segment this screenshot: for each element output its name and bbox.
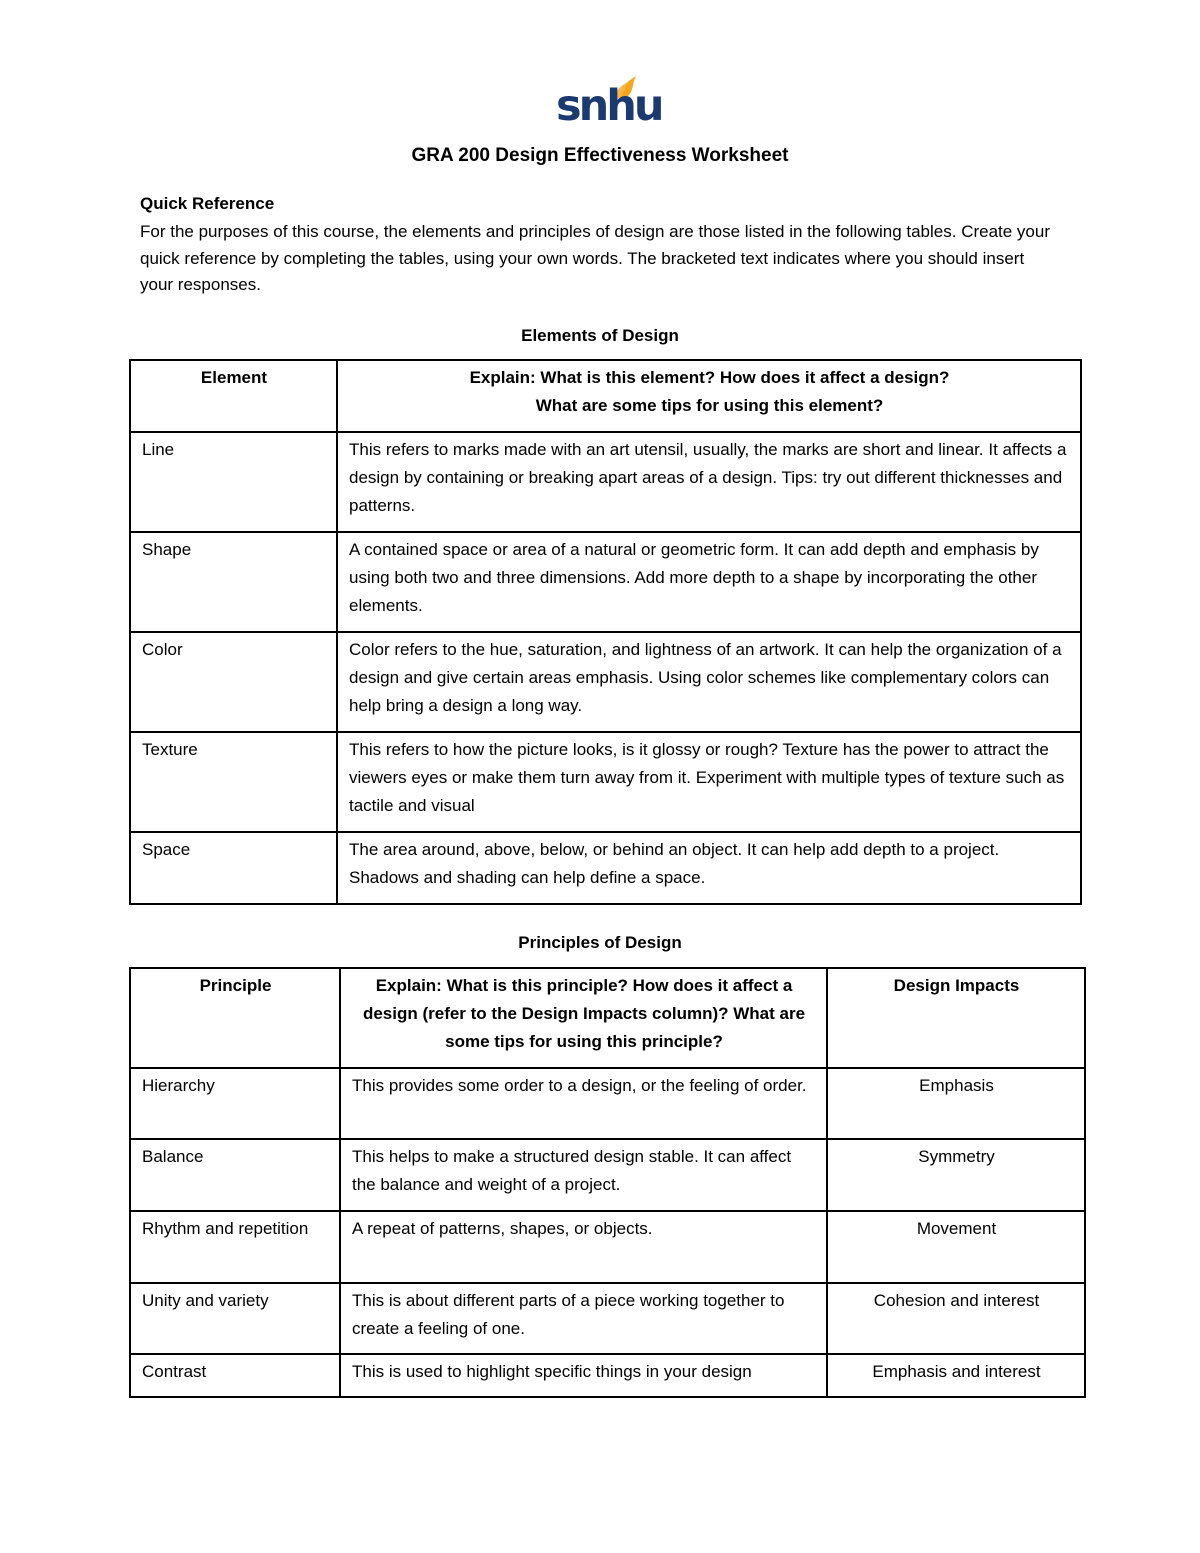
element-name: Texture: [130, 732, 337, 832]
table-row: [130, 632, 1081, 732]
element-explanation: This refers to how the picture looks, is it glossy or rough? Texture has the power to attract the viewers eyes or make them turn away from it. Experiment with multiple types of texture such as tactile and visual: [337, 732, 1081, 832]
header-explain-line2: What are some tips for using this element?: [535, 396, 884, 415]
element-explanation: This refers to marks made with an art utensil, usually, the marks are short and linear. It affects a design by containing or breaking apart areas of a design. Tips: try out different thicknesses and patterns.: [337, 432, 1081, 532]
principle-explanation: This helps to make a structured design stable. It can affect the balance and weight of a project.: [340, 1139, 827, 1211]
header-principle: Principle: [130, 968, 340, 1068]
principle-impact: Cohesion and interest: [827, 1283, 1085, 1354]
principle-name: Rhythm and repetition: [130, 1211, 340, 1283]
principle-name: Contrast: [130, 1354, 340, 1397]
element-explanation: A contained space or area of a natural or geometric form. It can add depth and emphasis by using both two and three dimensions. Add more depth to a shape by incorporating the other elements.: [337, 532, 1081, 632]
principle-impact: Symmetry: [827, 1139, 1085, 1211]
principle-explanation: This is used to highlight specific things in your design: [340, 1354, 827, 1397]
principle-explanation: A repeat of patterns, shapes, or objects.: [340, 1211, 827, 1283]
header-explain-line1: Explain: What is this element? How does it affect a design?: [469, 368, 950, 387]
header-explain: Explain: What is this principle? How does it affect a design (refer to the Design Impacts column)? What are some tips for using this principle?: [340, 968, 827, 1068]
principle-name: Hierarchy: [130, 1068, 340, 1139]
table-row: [130, 432, 1081, 532]
header-design-impacts: Design Impacts: [827, 968, 1085, 1068]
principle-impact: Movement: [827, 1211, 1085, 1283]
principle-explanation: This provides some order to a design, or the feeling of order.: [340, 1068, 827, 1139]
page-title: GRA 200 Design Effectiveness Worksheet: [411, 145, 789, 166]
elements-table: [129, 359, 1082, 905]
logo-wordmark: snhu: [556, 81, 662, 131]
element-name: Line: [130, 432, 337, 532]
principles-table: [129, 967, 1086, 1398]
table-row: [130, 1354, 1085, 1397]
element-name: Color: [130, 632, 337, 732]
principle-impact: Emphasis and interest: [827, 1354, 1085, 1397]
principle-name: Unity and variety: [130, 1283, 340, 1354]
table-header-row: [130, 968, 1085, 1068]
table-row: [130, 732, 1081, 832]
element-explanation: The area around, above, below, or behind an object. It can help add depth to a project. Shadows and shading can help define a space.: [337, 832, 1081, 904]
table-row: [130, 1211, 1085, 1283]
quick-reference-heading: Quick Reference: [140, 194, 275, 213]
table-row: [130, 832, 1081, 904]
table-row: [130, 1283, 1085, 1354]
header-element: Element: [130, 360, 337, 432]
element-name: Space: [130, 832, 337, 904]
principles-table-title: Principles of Design: [518, 933, 682, 952]
element-explanation: Color refers to the hue, saturation, and lightness of an artwork. It can help the organization of a design and give certain areas emphasis. Using color schemes like complementary colors can help bring a design a long way.: [337, 632, 1081, 732]
table-row: [130, 1068, 1085, 1139]
principle-name: Balance: [130, 1139, 340, 1211]
principle-impact: Emphasis: [827, 1068, 1085, 1139]
table-row: [130, 1139, 1085, 1211]
table-row: [130, 532, 1081, 632]
elements-table-title: Elements of Design: [521, 326, 679, 345]
quick-reference-body: For the purposes of this course, the elements and principles of design are those listed in the following tables. Create your quick reference by completing the tables, using your own words. The bracketed text indicates where you should insert your responses.: [140, 222, 1051, 294]
table-header-row: [130, 360, 1081, 432]
header-explain: [337, 360, 1081, 432]
principle-explanation: This is about different parts of a piece working together to create a feeling of one.: [340, 1283, 827, 1354]
element-name: Shape: [130, 532, 337, 632]
snhu-logo: [548, 72, 662, 134]
